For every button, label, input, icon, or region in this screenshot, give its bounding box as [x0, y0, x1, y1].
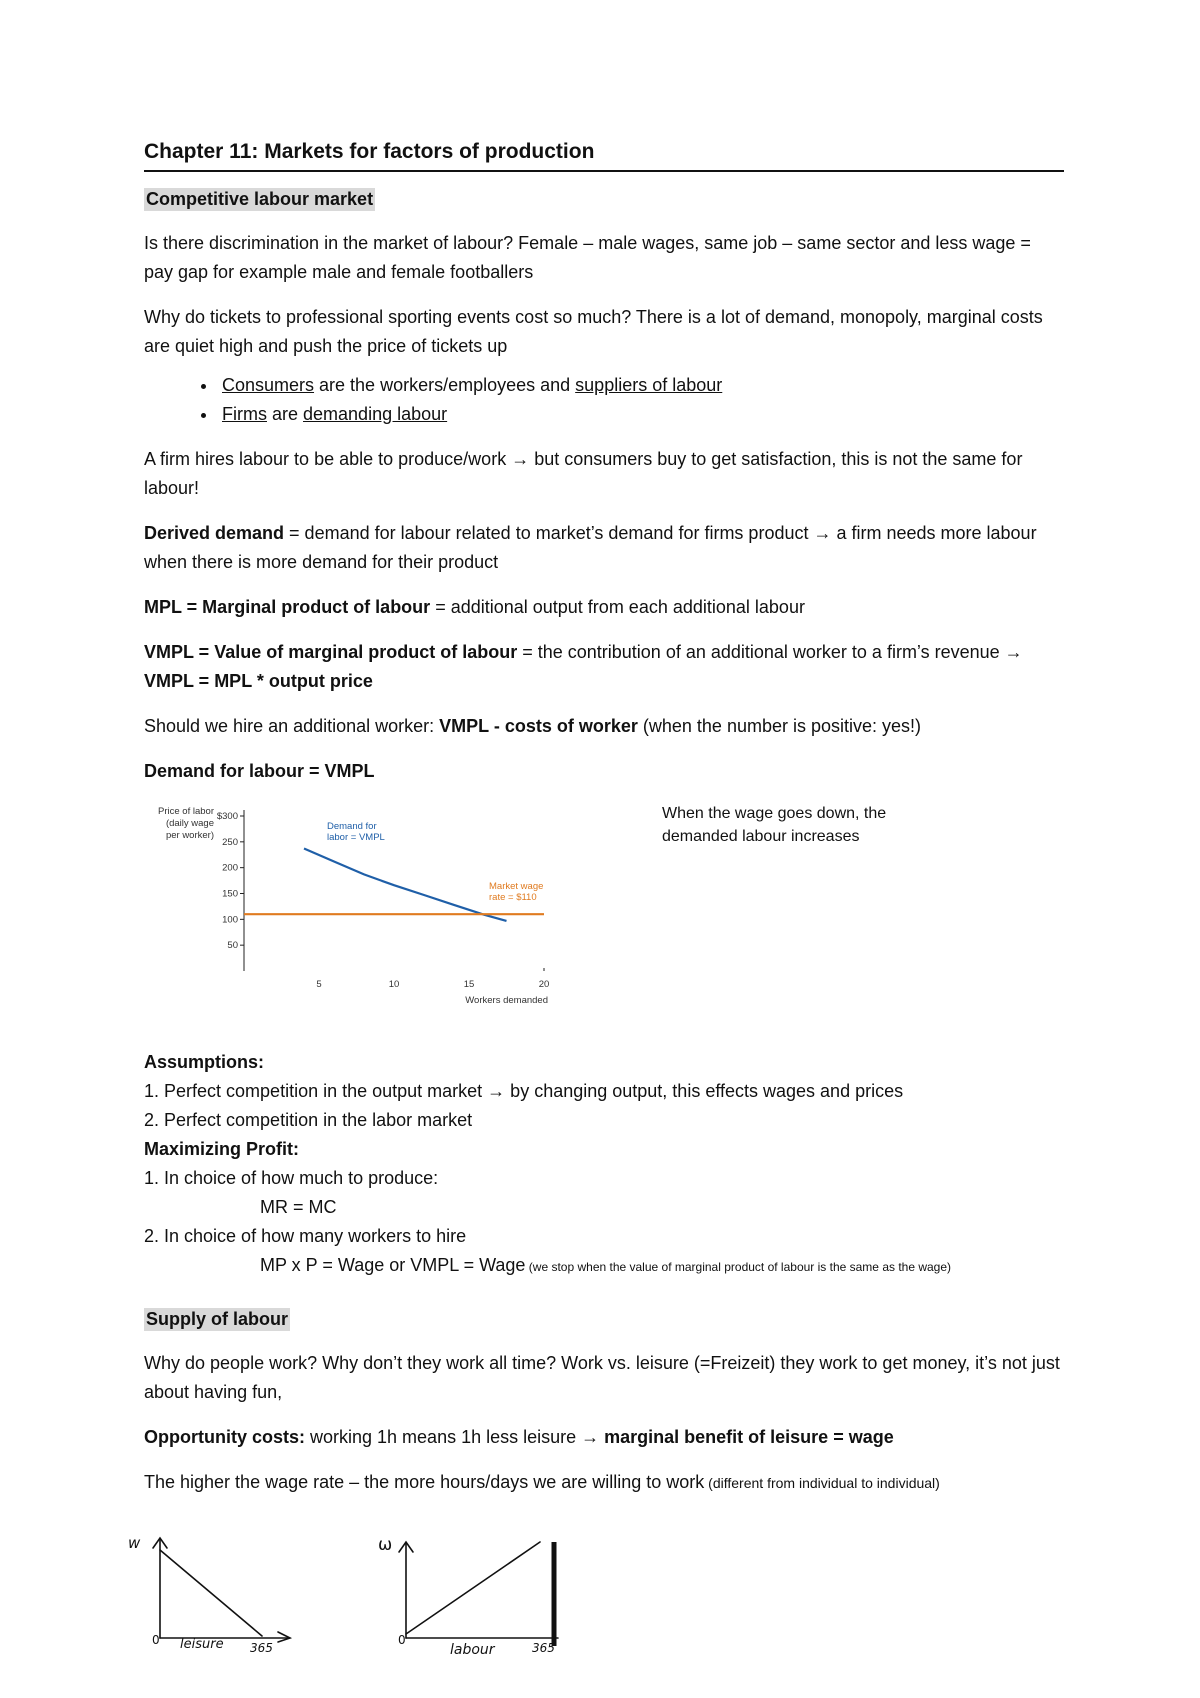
x-tick-label: 5 [316, 979, 322, 990]
sketch2-line [406, 1542, 540, 1634]
sketch2-x-label: labour [450, 1642, 495, 1658]
y-axis-label-line: Price of labor [158, 806, 214, 817]
paragraph-mpl: MPL = Marginal product of labour = additional output from each additional labour [144, 597, 805, 617]
paragraph-why-work: Why do people work? Why don’t they work all time? Work vs. leisure (=Freizeit) they work to get money, it’s not just about having fun, [144, 1353, 1060, 1402]
y-tick-label: 250 [222, 836, 238, 848]
paragraph-hire-decision: Should we hire an additional worker: VMPL - costs of worker (when the number is positive: yes!) [144, 716, 922, 736]
assumption-2: 2. Perfect competition in the labor market [144, 1110, 473, 1130]
bullet-list [144, 371, 1064, 429]
y-axis-label-line: per worker) [165, 830, 214, 841]
document-page [144, 140, 1064, 1514]
x-tick-label: 15 [463, 979, 475, 990]
paragraph-higher-wage: The higher the wage rate – the more hours/days we are willing to work (different from individual to individual) [144, 1472, 940, 1492]
chart-row [144, 794, 1064, 1036]
sketch1-x-label: leisure [180, 1637, 224, 1652]
sketch2-origin: 0 [398, 1633, 406, 1647]
market-wage-label-line: Market wage [489, 881, 544, 892]
x-axis-label: Workers demanded [465, 995, 548, 1006]
y-tick-label: 50 [227, 940, 238, 952]
x-tick-label: 20 [538, 979, 550, 990]
y-axis-label [158, 806, 214, 841]
vmpl-chart [144, 794, 564, 1036]
sketch1-arrow-x [278, 1632, 290, 1642]
paragraph-discrimination: Is there discrimination in the market of labour? Female – male wages, same job – same sector and less wage = pay gap for example male and female footballers [144, 233, 1031, 282]
sketch1-line [160, 1550, 262, 1636]
section-heading-supply-of-labour: Supply of labour [146, 1309, 288, 1329]
sketch1-end: 365 [250, 1641, 273, 1655]
chart-note: When the wage goes down, the demanded labour increases [662, 805, 887, 845]
assumption-1: 1. Perfect competition in the output market → by changing output, this effects wages and prices [144, 1081, 904, 1101]
sketch2-y-label: ω [378, 1535, 393, 1555]
paragraph-opportunity-costs: Opportunity costs: working 1h means 1h less leisure → marginal benefit of leisure = wage [144, 1427, 894, 1447]
list-item: • Firms are demanding labour [218, 400, 1064, 429]
demand-curve-label-line: labor = VMPL [327, 832, 385, 843]
y-axis-label-line: (daily wage [165, 818, 214, 829]
paragraph-vmpl: VMPL = Value of marginal product of labour = the contribution of an additional worker to a firm’s revenue → VMPL = MPL * output price [144, 642, 1023, 691]
y-tick-label: 200 [222, 862, 238, 874]
chapter-title: Chapter 11: Markets for factors of production [144, 140, 1064, 172]
maximizing-2-formula: MP x P = Wage or VMPL = Wage (we stop when the value of marginal product of labour is the same as the wage) [260, 1255, 952, 1275]
y-tick-label: 150 [222, 888, 238, 900]
y-tick-label: $300 [216, 811, 238, 822]
sketch1-origin: 0 [152, 1633, 160, 1647]
sketch2-end: 365 [532, 1641, 555, 1655]
market-wage-label [489, 881, 543, 903]
assumptions-heading: Assumptions: [144, 1052, 265, 1072]
paragraph-tickets: Why do tickets to professional sporting events cost so much? There is a lot of demand, monopoly, marginal costs are quiet high and push the price of tickets up [144, 307, 1043, 356]
maximizing-profit-heading: Maximizing Profit: [144, 1139, 300, 1159]
hand-sketches [120, 1528, 580, 1678]
list-item: • Consumers are the workers/employees and suppliers of labour [218, 371, 1064, 400]
demand-curve-label [327, 821, 385, 843]
section-heading-competitive-labour: Competitive labour market [146, 189, 374, 209]
maximizing-1: 1. In choice of how much to produce: [144, 1168, 439, 1188]
demand-curve-label-line: Demand for [327, 821, 377, 832]
maximizing-2: 2. In choice of how many workers to hire [144, 1226, 467, 1246]
paragraph-demand-for-labour: Demand for labour = VMPL [144, 761, 375, 781]
y-tick-label: 100 [222, 914, 238, 926]
paragraph-derived-demand: Derived demand = demand for labour related to market’s demand for firms product → a firm needs more labour when there is more demand for their product [144, 523, 1037, 572]
x-tick-label: 10 [388, 979, 400, 990]
market-wage-label-line: rate = $110 [489, 892, 537, 903]
sketch1-y-label: w [128, 1534, 141, 1552]
paragraph-firm-hires: A firm hires labour to be able to produce/work → but consumers buy to get satisfaction, this is not the same for labour! [144, 449, 1023, 498]
demand-curve [304, 849, 507, 921]
maximizing-1-formula: MR = MC [260, 1197, 337, 1217]
